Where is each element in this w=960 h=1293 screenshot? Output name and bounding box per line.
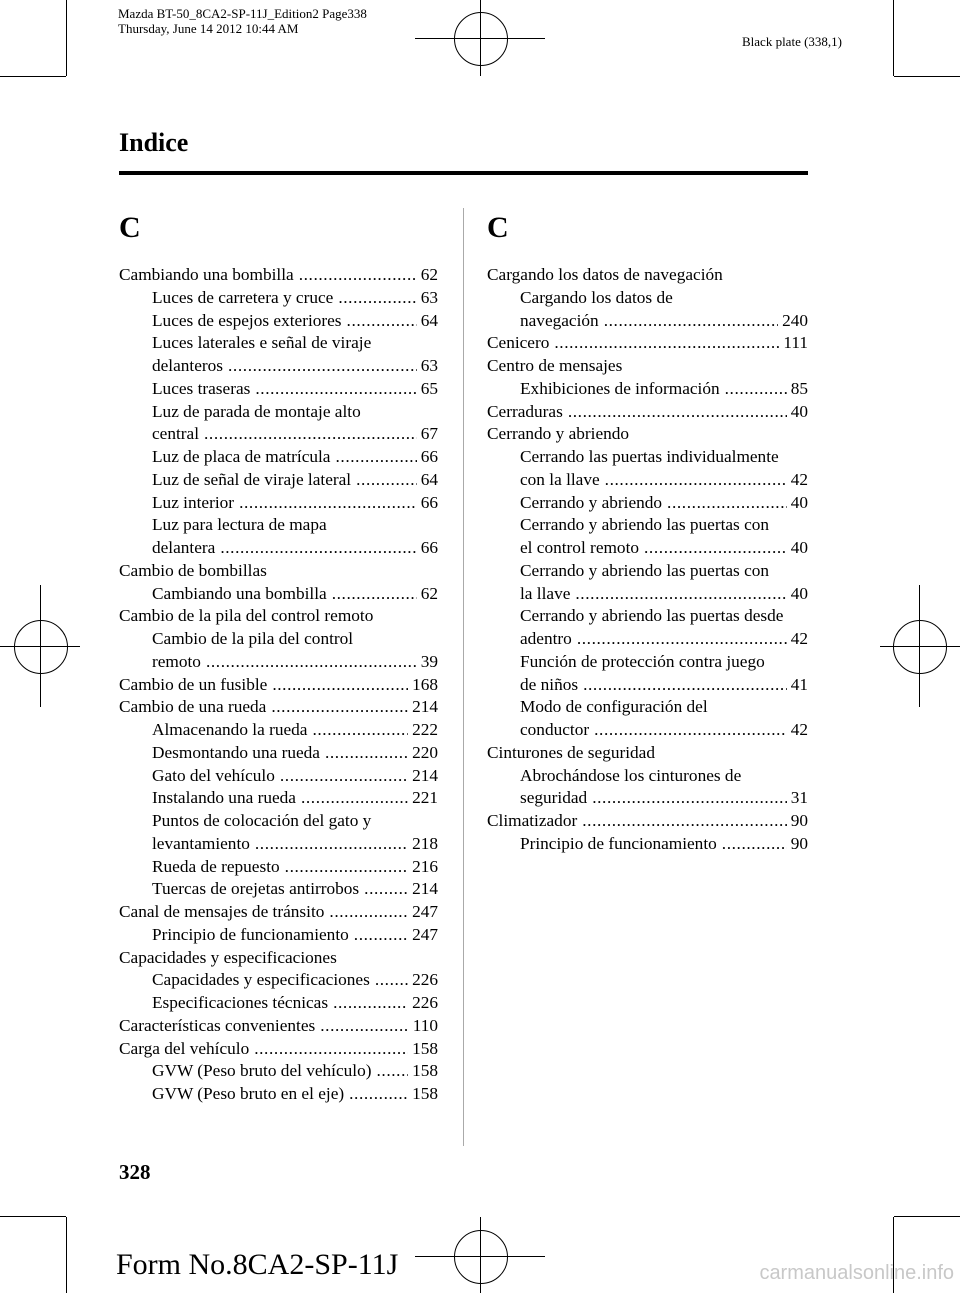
index-entry: Cargando los datos de navegación xyxy=(487,265,723,284)
entry-label-line: Luz de parada de montaje alto xyxy=(152,401,361,421)
entry-label: Luz interior xyxy=(152,492,235,512)
entry-page-number: 158 xyxy=(412,1061,438,1081)
index-subentry xyxy=(119,765,438,788)
index-subentry xyxy=(119,1060,438,1083)
print-header-line-1: Mazda BT-50_8CA2-SP-11J_Edition2 Page338 xyxy=(118,6,367,21)
entry-page-number: 63 xyxy=(420,356,438,375)
entry-label: Especificaciones técnicas xyxy=(152,993,329,1012)
dot-leader xyxy=(577,628,787,651)
entry-page-number: 40 xyxy=(790,583,808,603)
index-subentry xyxy=(487,583,808,606)
entry-label: Luces de carretera y cruce xyxy=(152,287,334,307)
entry-page-number: 85 xyxy=(790,378,808,398)
dot-leader xyxy=(644,537,787,560)
dot-leader xyxy=(220,537,416,560)
index-entry xyxy=(487,332,808,355)
dot-leader xyxy=(333,992,408,1015)
entry-label: remoto xyxy=(152,651,201,671)
print-header xyxy=(118,6,367,36)
dot-leader xyxy=(356,469,417,492)
index-subentry xyxy=(487,492,808,515)
dot-leader xyxy=(354,924,408,947)
entry-label: Cambio de una rueda xyxy=(119,697,267,717)
index-subentry xyxy=(119,833,438,856)
entry-label: Climatizador xyxy=(487,811,578,830)
crop-mark xyxy=(893,0,894,76)
entry-label: la llave xyxy=(520,583,571,603)
entry-label: Principio de funcionamiento xyxy=(520,833,717,853)
index-subentry xyxy=(119,878,438,901)
index-subentry xyxy=(487,537,808,560)
index-entry xyxy=(119,674,438,697)
watermark: carmanualsonline.info xyxy=(759,1262,954,1284)
index-entry: Capacidades y especificaciones xyxy=(119,947,337,967)
index-subentry xyxy=(119,287,438,310)
entry-page-number: 222 xyxy=(412,720,438,739)
entry-label: delantera xyxy=(152,538,216,557)
entry-label: con la llave xyxy=(520,469,600,489)
entry-label-line: Modo de configuración del xyxy=(520,697,708,717)
dot-leader xyxy=(377,1060,409,1083)
index-subentry xyxy=(119,583,438,606)
index-subentry xyxy=(119,787,438,810)
entry-label: Tuercas de orejetas antirrobos xyxy=(152,879,360,899)
section-title: Indice xyxy=(119,128,189,157)
entry-page-number: 31 xyxy=(790,788,808,808)
column-divider xyxy=(463,208,464,1146)
entry-page-number: 214 xyxy=(412,697,438,717)
entry-label: Instalando una rueda xyxy=(152,788,296,808)
entry-label: Almacenando la rueda xyxy=(152,720,308,739)
entry-page-number: 40 xyxy=(790,401,808,421)
entry-label: Cerrando y abriendo xyxy=(520,492,663,512)
entry-label: Luces de espejos exteriores xyxy=(152,310,342,330)
entry-page-number: 63 xyxy=(420,287,438,307)
entry-page-number: 40 xyxy=(790,492,808,512)
entry-label: GVW (Peso bruto en el eje) xyxy=(152,1084,345,1103)
index-subentry xyxy=(119,719,438,742)
entry-page-number: 158 xyxy=(412,1038,438,1058)
entry-label: Exhibiciones de información xyxy=(520,378,720,398)
dot-leader xyxy=(583,674,787,697)
index-entry xyxy=(119,901,438,924)
index-subentry xyxy=(119,378,438,401)
entry-label: de niños xyxy=(520,674,579,694)
dot-leader xyxy=(206,651,417,674)
entry-page-number: 158 xyxy=(412,1084,438,1103)
entry-page-number: 65 xyxy=(420,378,438,398)
entry-label: GVW (Peso bruto del vehículo) xyxy=(152,1061,372,1081)
entry-page-number: 214 xyxy=(412,765,438,785)
dot-leader xyxy=(554,332,779,355)
entry-page-number: 110 xyxy=(412,1015,438,1035)
dot-leader xyxy=(575,583,786,606)
index-subentry xyxy=(487,378,808,401)
index-entry xyxy=(119,264,438,287)
entry-page-number: 221 xyxy=(412,788,438,808)
crop-mark xyxy=(0,1216,66,1217)
index-subentry xyxy=(119,537,438,560)
index-subentry xyxy=(119,742,438,765)
entry-page-number: 220 xyxy=(412,742,438,762)
dot-leader xyxy=(204,423,417,446)
index-entries xyxy=(119,264,438,1106)
crop-mark xyxy=(66,0,67,76)
index-subentry xyxy=(119,355,438,378)
entry-page-number: 42 xyxy=(790,720,808,739)
index-subentry xyxy=(119,423,438,446)
index-subentry xyxy=(119,469,438,492)
dot-leader xyxy=(332,583,417,606)
entry-label: Luz de placa de matrícula xyxy=(152,447,331,466)
dot-leader xyxy=(299,264,417,287)
index-entry xyxy=(119,1015,438,1038)
entry-page-number: 62 xyxy=(420,265,438,284)
section-rule xyxy=(119,171,808,175)
entry-page-number: 226 xyxy=(412,993,438,1012)
dot-leader xyxy=(582,810,786,833)
entry-label: Canal de mensajes de tránsito xyxy=(119,902,325,921)
index-subentry xyxy=(119,310,438,333)
entry-label: Gato del vehículo xyxy=(152,765,275,785)
index-subentry xyxy=(119,492,438,515)
dot-leader xyxy=(312,719,408,742)
crop-mark xyxy=(66,1217,67,1293)
index-entry xyxy=(487,401,808,424)
entry-page-number: 66 xyxy=(420,538,438,557)
entry-page-number: 247 xyxy=(412,924,438,944)
entry-label-line: Cerrando y abriendo las puertas con xyxy=(520,515,770,535)
entry-label: Principio de funcionamiento xyxy=(152,924,349,944)
entry-page-number: 240 xyxy=(782,310,808,330)
dot-leader xyxy=(349,1083,408,1106)
dot-leader xyxy=(280,765,408,788)
entry-label: el control remoto xyxy=(520,538,640,557)
entry-label-line: Cerrando y abriendo las puertas desde xyxy=(520,606,784,626)
index-subentry xyxy=(119,651,438,674)
dot-leader xyxy=(301,787,408,810)
index-subentry xyxy=(487,628,808,651)
index-entry: Centro de mensajes xyxy=(487,356,623,375)
entry-label: Carga del vehículo xyxy=(119,1038,250,1058)
entry-page-number: 168 xyxy=(412,674,438,694)
entry-page-number: 90 xyxy=(790,833,808,853)
index-column-left xyxy=(119,208,438,1106)
dot-leader xyxy=(347,310,417,333)
entry-page-number: 90 xyxy=(790,811,808,830)
entry-page-number: 67 xyxy=(420,424,438,444)
index-entries xyxy=(487,264,808,856)
index-subentry xyxy=(119,446,438,469)
entry-label: Características convenientes xyxy=(119,1015,316,1035)
entry-page-number: 111 xyxy=(783,333,808,353)
print-header-line-2: Thursday, June 14 2012 10:44 AM xyxy=(118,21,299,36)
index-entry: Cambio de la pila del control remoto xyxy=(119,606,374,626)
dot-leader xyxy=(255,833,408,856)
dot-leader xyxy=(255,378,416,401)
index-subentry xyxy=(487,787,808,810)
entry-page-number: 64 xyxy=(420,469,438,489)
entry-label: Cerraduras xyxy=(487,401,563,421)
dot-leader xyxy=(335,446,416,469)
dot-leader xyxy=(271,696,408,719)
entry-page-number: 40 xyxy=(790,538,808,557)
entry-label-line: Cerrando las puertas individualmente xyxy=(520,447,779,466)
dot-leader xyxy=(228,355,417,378)
index-letter: C xyxy=(119,211,141,244)
crop-mark xyxy=(894,76,960,77)
dot-leader xyxy=(568,401,787,424)
entry-page-number: 62 xyxy=(420,583,438,603)
entry-label: seguridad xyxy=(520,788,588,808)
entry-label: conductor xyxy=(520,720,590,739)
index-entry: Cambio de bombillas xyxy=(119,560,267,580)
index-subentry xyxy=(487,310,808,333)
entry-label-line: Cargando los datos de xyxy=(520,287,673,307)
entry-page-number: 41 xyxy=(790,674,808,694)
dot-leader xyxy=(239,492,417,515)
entry-page-number: 247 xyxy=(412,902,438,921)
entry-label-line: Abrochándose los cinturones de xyxy=(520,765,742,785)
entry-label: Cambiando una bombilla xyxy=(152,583,327,603)
entry-label: Luz de señal de viraje lateral xyxy=(152,469,352,489)
entry-label-line: Función de protección contra juego xyxy=(520,651,765,671)
entry-label: Cenicero xyxy=(487,333,550,353)
entry-label-line: Puntos de colocación del gato y xyxy=(152,811,372,830)
index-entry: Cinturones de seguridad xyxy=(487,742,655,762)
dot-leader xyxy=(594,719,787,742)
entry-label: Desmontando una rueda xyxy=(152,742,320,762)
entry-page-number: 218 xyxy=(412,833,438,853)
entry-label: Capacidades y especificaciones xyxy=(152,970,370,990)
index-subentry xyxy=(487,833,808,856)
entry-label: navegación xyxy=(520,310,599,330)
index-subentry xyxy=(119,1083,438,1106)
index-subentry xyxy=(487,469,808,492)
index-entry: Cerrando y abriendo xyxy=(487,424,630,444)
index-entry xyxy=(119,696,438,719)
entry-page-number: 214 xyxy=(412,879,438,899)
entry-page-number: 216 xyxy=(412,856,438,876)
dot-leader xyxy=(254,1038,408,1061)
dot-leader xyxy=(375,969,408,992)
dot-leader xyxy=(272,674,408,697)
index-column-right xyxy=(487,208,808,856)
entry-label-line: Cerrando y abriendo las puertas con xyxy=(520,560,770,580)
dot-leader xyxy=(592,787,787,810)
entry-page-number: 42 xyxy=(790,629,808,648)
dot-leader xyxy=(667,492,787,515)
index-subentry xyxy=(119,969,438,992)
entry-page-number: 64 xyxy=(420,310,438,330)
entry-label: levantamiento xyxy=(152,833,250,853)
index-subentry xyxy=(119,992,438,1015)
entry-label: delanteros xyxy=(152,356,224,375)
entry-label-line: Luces laterales e señal de viraje xyxy=(152,333,372,353)
page-number: 328 xyxy=(119,1160,151,1184)
dot-leader xyxy=(364,878,408,901)
dot-leader xyxy=(722,833,787,856)
index-subentry xyxy=(487,719,808,742)
crop-mark xyxy=(0,76,66,77)
entry-page-number: 42 xyxy=(790,469,808,489)
entry-label-line: Cambio de la pila del control xyxy=(152,629,354,648)
entry-label: Cambio de un fusible xyxy=(119,674,268,694)
dot-leader xyxy=(329,901,408,924)
form-number: Form No.8CA2-SP-11J xyxy=(116,1248,399,1281)
dot-leader xyxy=(320,1015,408,1038)
entry-page-number: 39 xyxy=(420,651,438,671)
entry-page-number: 66 xyxy=(420,492,438,512)
dot-leader xyxy=(285,856,408,879)
entry-label-line: Luz para lectura de mapa xyxy=(152,515,327,535)
index-entry xyxy=(119,1038,438,1061)
entry-label: adentro xyxy=(520,629,572,648)
index-subentry xyxy=(119,856,438,879)
dot-leader xyxy=(725,378,787,401)
index-letter: C xyxy=(487,211,509,244)
plate-label: Black plate (338,1) xyxy=(742,34,842,49)
index-subentry xyxy=(119,924,438,947)
dot-leader xyxy=(604,310,778,333)
entry-page-number: 226 xyxy=(412,970,438,990)
entry-label: Luces traseras xyxy=(152,378,251,398)
dot-leader xyxy=(605,469,787,492)
entry-page-number: 66 xyxy=(420,447,438,466)
entry-label: Cambiando una bombilla xyxy=(119,265,294,284)
dot-leader xyxy=(325,742,408,765)
crop-mark xyxy=(894,1216,960,1217)
entry-label: Rueda de repuesto xyxy=(152,856,280,876)
entry-label: central xyxy=(152,424,200,444)
dot-leader xyxy=(338,287,416,310)
index-entry xyxy=(487,810,808,833)
index-subentry xyxy=(487,674,808,697)
